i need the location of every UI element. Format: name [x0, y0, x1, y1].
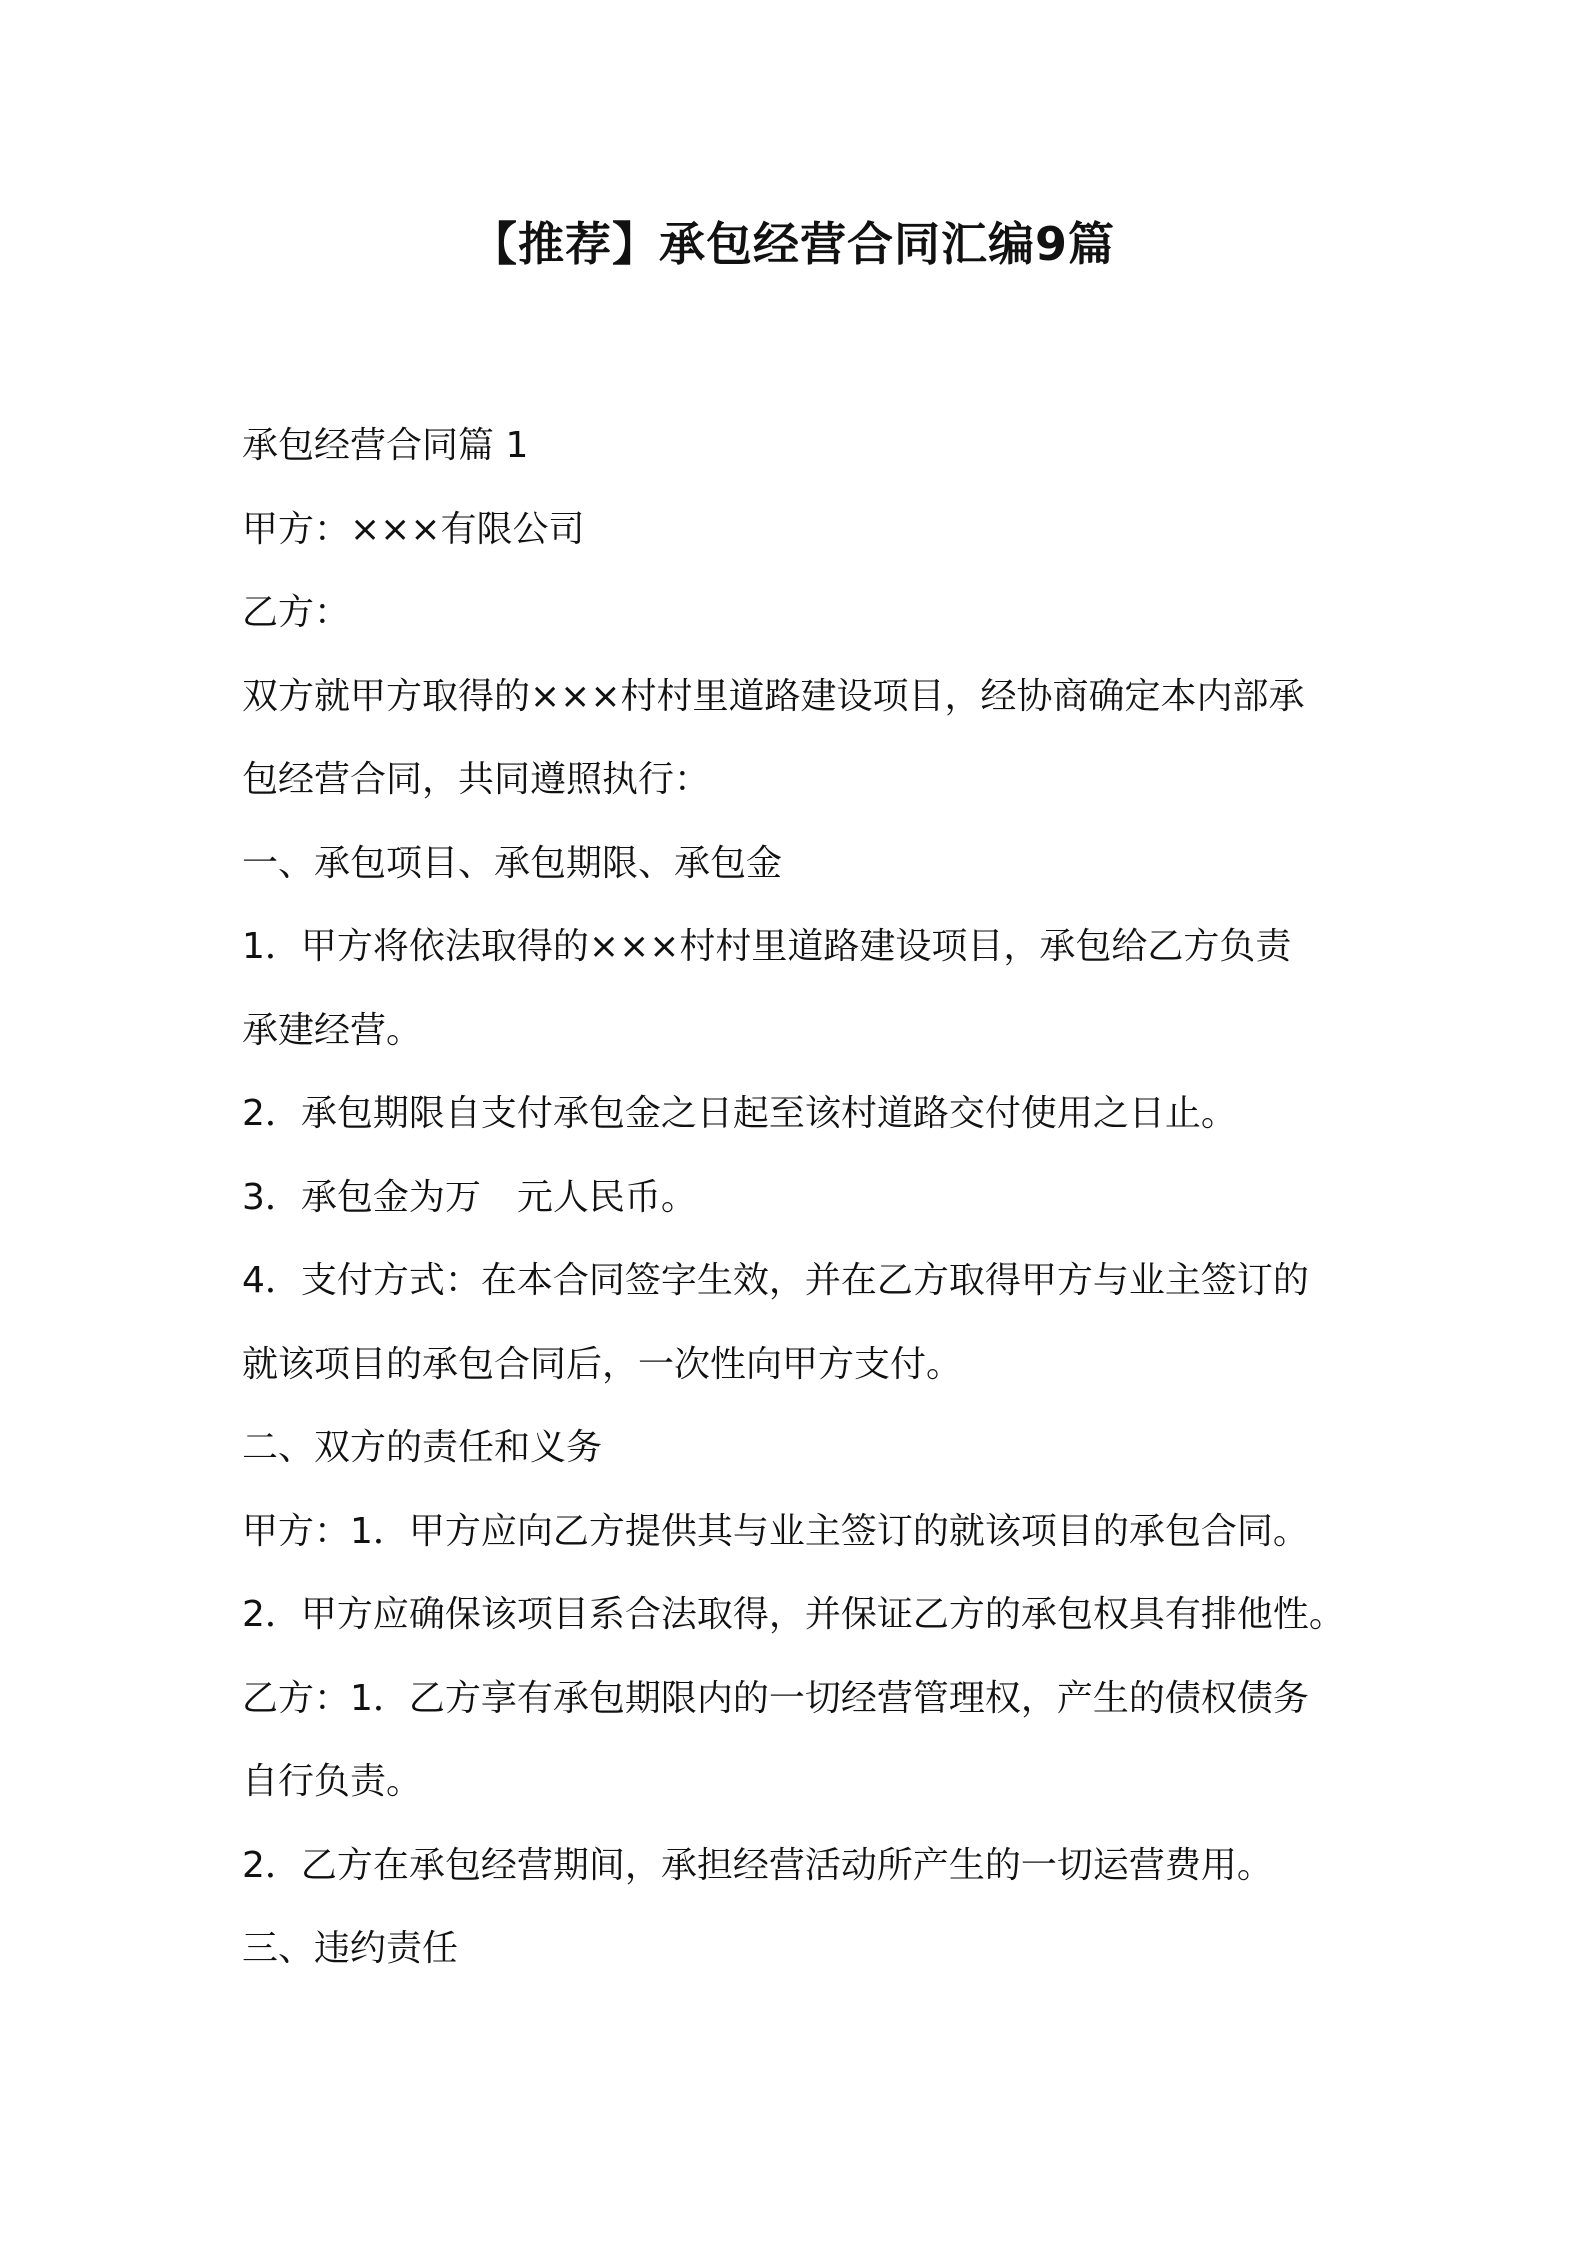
paragraph-line: 2．承包期限自支付承包金之日起至该村道路交付使用之日止。 — [242, 1093, 1237, 1134]
clause-heading: 二、双方的责任和义务 — [242, 1427, 603, 1468]
paragraph-line: 承建经营。 — [242, 1009, 423, 1051]
paragraph-line: 2．甲方应确保该项目系合法取得，并保证乙方的承包权具有排他性。 — [242, 1594, 1345, 1635]
paragraph-line: 自行负责。 — [242, 1761, 423, 1802]
paragraph-line: 4．支付方式：在本合同签字生效，并在乙方取得甲方与业主签订的 — [242, 1260, 1309, 1301]
paragraph-line: 3．承包金为万 元人民币。 — [242, 1176, 697, 1218]
party-a-line: 甲方：×××有限公司 — [242, 508, 585, 550]
clause-heading: 一、承包项目、承包期限、承包金 — [242, 842, 783, 884]
paragraph-line: 1．甲方将依法取得的×××村村里道路建设项目，承包给乙方负责 — [242, 926, 1292, 967]
paragraph-line: 2．乙方在承包经营期间，承担经营活动所产生的一切运营费用。 — [242, 1844, 1273, 1886]
paragraph-line: 甲方：1．甲方应向乙方提供其与业主签订的就该项目的承包合同。 — [242, 1510, 1309, 1552]
document-title: 【推荐】承包经营合同汇编9篇 — [470, 217, 1115, 271]
clause-heading: 三、违约责任 — [242, 1928, 459, 1969]
paragraph-line: 就该项目的承包合同后，一次性向甲方支付。 — [242, 1343, 963, 1385]
paragraph-line: 乙方：1．乙方享有承包期限内的一切经营管理权，产生的债权债务 — [242, 1677, 1309, 1719]
section-heading: 承包经营合同篇 1 — [242, 425, 529, 466]
document-body — [242, 404, 1382, 1991]
paragraph-line: 包经营合同，共同遵照执行： — [242, 759, 711, 800]
paragraph-line: 双方就甲方取得的×××村村里道路建设项目，经协商确定本内部承 — [242, 675, 1305, 717]
party-b-line: 乙方： — [242, 592, 351, 633]
